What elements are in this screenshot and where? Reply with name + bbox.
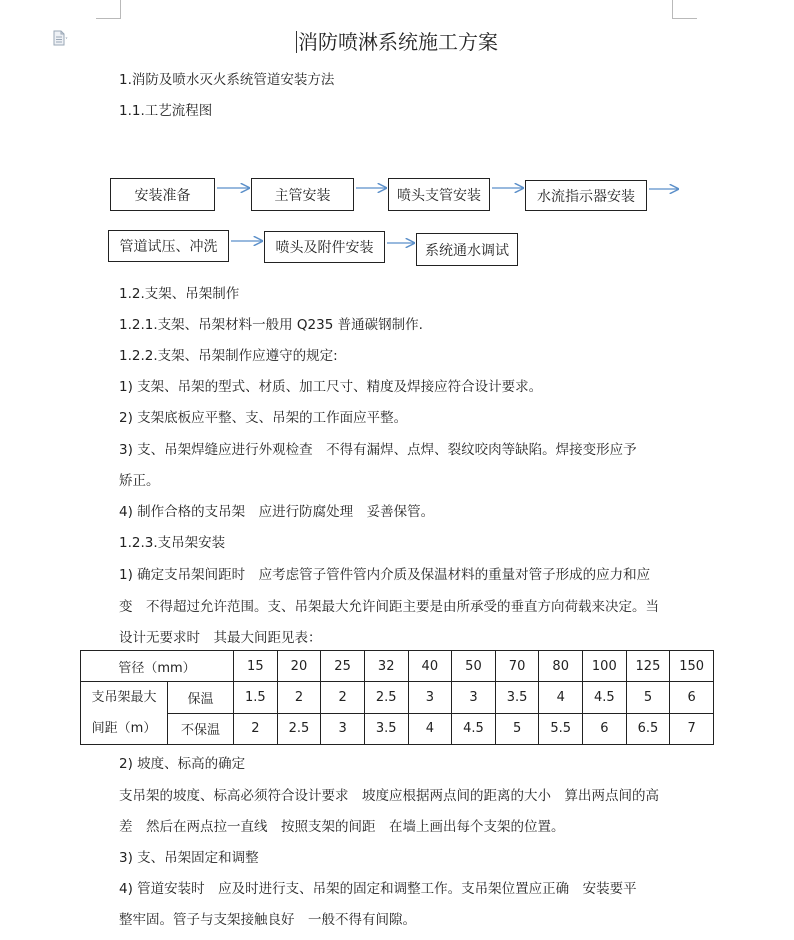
install-item-1-line-2: 变 不得超过允许范围。支、吊架最大允许间距主要是由所承受的垂直方向荷载来决定。当 — [119, 599, 659, 615]
install-item-4-line-2: 整牢固。管子与支架接触良好 一般不得有间隙。 — [119, 912, 416, 928]
table-cell: 3 — [452, 682, 496, 714]
install-item-2-text-line-1: 支吊架的坡度、标高必须符合设计要求 坡度应根据两点间的距离的大小 算出两点间的高 — [119, 788, 659, 804]
install-item-2-text-line-2: 差 然后在两点拉一直线 按照支架的间距 在墙上画出每个支架的位置。 — [119, 819, 565, 835]
row-label-line-1: 支吊架最大 — [91, 690, 157, 705]
table-diameter-cell: 125 — [626, 651, 670, 682]
flow-step-sprinkler-fittings: 喷头及附件安装 — [264, 231, 385, 263]
uninsulated-label: 不保温 — [168, 713, 234, 745]
table-cell: 2 — [321, 682, 365, 714]
table-cell: 4 — [408, 713, 452, 745]
paragraph-1-2-2: 1.2.2.支架、吊架制作应遵守的规定: — [119, 348, 338, 364]
table-cell: 4 — [539, 682, 583, 714]
flow-step-main-pipe: 主管安装 — [251, 178, 354, 211]
table-cell: 4.5 — [583, 682, 627, 714]
flow-step-flow-indicator: 水流指示器安装 — [525, 180, 647, 211]
table-cell: 2.5 — [364, 682, 408, 714]
page-corner-mark-top-left — [96, 0, 121, 19]
table-cell: 3.5 — [364, 713, 408, 745]
table-cell: 5.5 — [539, 713, 583, 745]
heading-section-1-2-3: 1.2.3.支吊架安装 — [119, 535, 226, 551]
text-cursor — [296, 31, 297, 53]
table-cell: 3 — [321, 713, 365, 745]
table-diameter-cell: 15 — [234, 651, 278, 682]
insulated-label: 保温 — [168, 682, 234, 714]
table-cell: 6 — [583, 713, 627, 745]
install-item-1-line-3: 设计无要求时 其最大间距见表： — [119, 630, 322, 646]
table-diameter-cell: 80 — [539, 651, 583, 682]
table-diameter-cell: 50 — [452, 651, 496, 682]
rule-item-3-line-1: 3) 支、吊架焊缝应进行外观检查 不得有漏焊、点焊、裂纹咬肉等缺陷。焊接变形应予 — [119, 442, 637, 458]
table-row-insulated — [81, 682, 714, 714]
flow-step-system-water-test: 系统通水调试 — [416, 233, 518, 266]
heading-section-1-1: 1.1.工艺流程图 — [119, 103, 213, 119]
table-cell: 5 — [626, 682, 670, 714]
document-title[interactable] — [0, 26, 794, 55]
heading-section-1: 1.消防及喷水灭火系统管道安装方法 — [119, 72, 335, 88]
table-cell: 1.5 — [234, 682, 278, 714]
row-label-line-2: 间距（m） — [91, 721, 157, 736]
rule-item-2: 2) 支架底板应平整、支、吊架的工作面应平整。 — [119, 410, 408, 426]
heading-section-1-2: 1.2.支架、吊架制作 — [119, 286, 240, 302]
support-spacing-table — [80, 650, 714, 745]
table-diameter-cell: 100 — [583, 651, 627, 682]
table-diameter-cell: 150 — [670, 651, 714, 682]
rule-item-1: 1) 支架、吊架的型式、材质、加工尺寸、精度及焊接应符合设计要求。 — [119, 379, 543, 395]
table-row-label — [81, 682, 168, 745]
flow-step-sprinkler-branch: 喷头支管安装 — [388, 178, 490, 211]
table-row-uninsulated — [81, 713, 714, 745]
table-diameter-cell: 32 — [364, 651, 408, 682]
table-diameter-cell: 40 — [408, 651, 452, 682]
table-cell: 7 — [670, 713, 714, 745]
table-cell: 6 — [670, 682, 714, 714]
table-cell: 4.5 — [452, 713, 496, 745]
table-cell: 5 — [495, 713, 539, 745]
table-cell: 6.5 — [626, 713, 670, 745]
rule-item-4: 4) 制作合格的支吊架 应进行防腐处理 妥善保管。 — [119, 504, 435, 520]
table-diameter-cell: 70 — [495, 651, 539, 682]
table-cell: 3.5 — [495, 682, 539, 714]
table-header-label: 管径（mm） — [81, 651, 234, 682]
table-header-row — [81, 651, 714, 682]
flow-step-install-prep: 安装准备 — [110, 178, 215, 211]
rule-item-3-line-2: 矫正。 — [119, 473, 160, 489]
install-item-2: 2) 坡度、标高的确定 — [119, 756, 246, 772]
table-diameter-cell: 25 — [321, 651, 365, 682]
install-item-3: 3) 支、吊架固定和调整 — [119, 850, 259, 866]
page-corner-mark-top-right — [672, 0, 697, 19]
table-diameter-cell: 20 — [277, 651, 321, 682]
table-cell: 3 — [408, 682, 452, 714]
install-item-4-line-1: 4) 管道安装时 应及时进行支、吊架的固定和调整工作。支吊架位置应正确 安装要平 — [119, 881, 637, 897]
title-text: 消防喷淋系统施工方案 — [298, 30, 498, 54]
install-item-1-line-1: 1) 确定支吊架间距时 应考虑管子管件管内介质及保温材料的重量对管子形成的应力和应 — [119, 567, 651, 583]
paragraph-1-2-1: 1.2.1.支架、吊架材料一般用 Q235 普通碳钢制作. — [119, 317, 423, 333]
table-cell: 2 — [234, 713, 278, 745]
table-cell: 2.5 — [277, 713, 321, 745]
table-cell: 2 — [277, 682, 321, 714]
flow-step-pressure-test: 管道试压、冲洗 — [108, 230, 229, 262]
